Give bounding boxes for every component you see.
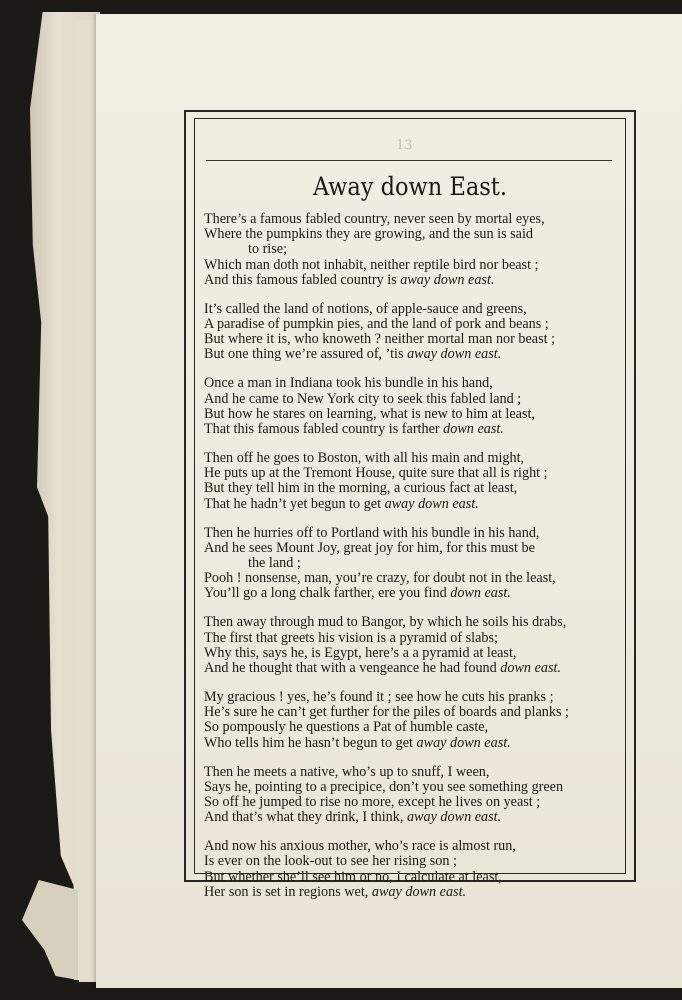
line-text: the land ; — [248, 555, 301, 572]
poem-line — [198, 347, 622, 362]
poem-line — [198, 481, 622, 496]
stanza — [198, 526, 622, 602]
poem-line — [198, 780, 622, 795]
poem-line — [198, 586, 622, 601]
line-text: That he hadn’t yet begun to get — [204, 495, 385, 512]
poem-line — [198, 392, 622, 407]
line-text: The first that greets his vision is a pyramid of slabs; — [204, 629, 498, 646]
header-rule — [206, 160, 612, 161]
poem-title: Away down East. — [313, 172, 507, 201]
stanza — [198, 690, 622, 751]
poem-line — [198, 854, 622, 869]
poem-line — [198, 736, 622, 751]
line-text: And now his anxious mother, who’s race is almost run, — [204, 838, 516, 855]
poem-line — [198, 870, 622, 885]
line-text: Pooh ! nonsense, man, you’re crazy, for doubt not in the least, — [204, 570, 556, 587]
poem-line — [198, 720, 622, 735]
line-text: So off he jumped to rise no more, except he lives on yeast ; — [204, 794, 541, 811]
line-emphasis: away down east. — [406, 809, 502, 826]
stanza — [198, 302, 622, 363]
line-emphasis: away down east. — [384, 495, 479, 512]
poem-line — [198, 615, 622, 630]
poem-line — [198, 765, 622, 780]
line-text: And he came to New York city to seek this fabled land ; — [204, 390, 522, 407]
poem-line — [198, 705, 622, 720]
line-emphasis: down east. — [450, 585, 511, 602]
poem-line — [198, 227, 622, 242]
poem-line — [198, 571, 622, 586]
line-emphasis: down east. — [443, 421, 504, 438]
line-emphasis: away down east. — [407, 346, 502, 363]
line-text: But they tell him in the morning, a curious fact at least, — [204, 480, 518, 497]
line-text: Then away through mud to Bangor, by which he soils his drabs, — [204, 614, 567, 631]
poem-line — [198, 376, 622, 391]
poem-line — [198, 212, 622, 227]
line-text: Then he hurries off to Portland with his bundle in his hand, — [204, 524, 540, 541]
stanza — [198, 839, 622, 900]
torn-corner — [22, 880, 78, 980]
poem-line — [198, 526, 622, 541]
line-text: But how he stares on learning, what is new to him at least, — [204, 405, 535, 422]
line-emphasis: away down east. — [400, 271, 495, 288]
poem-line — [198, 885, 622, 900]
stanza — [198, 451, 622, 512]
poem-line — [198, 332, 622, 347]
line-text: Then off he goes to Boston, with all his main and might, — [204, 450, 525, 467]
poem-line — [198, 273, 622, 288]
poem-line — [198, 541, 622, 556]
poem-line — [198, 302, 622, 317]
poem-line — [198, 839, 622, 854]
line-text: So pompously he questions a Pat of humble caste, — [204, 719, 489, 736]
poem-line — [198, 422, 622, 437]
poem-line — [198, 795, 622, 810]
line-text: Says he, pointing to a precipice, don’t you see something green — [204, 778, 564, 795]
poem-line — [198, 242, 622, 257]
poem-line — [198, 407, 622, 422]
line-text: There’s a famous fabled country, never seen by mortal eyes, — [204, 211, 545, 227]
poem-line — [198, 317, 622, 332]
poem-line — [198, 497, 622, 512]
poem-line — [198, 661, 622, 676]
stanza — [198, 212, 622, 288]
poem-body — [198, 212, 622, 914]
line-text: My gracious ! yes, he’s found it ; see how he cuts his pranks ; — [204, 689, 554, 706]
line-text: Her son is set in regions wet, — [204, 883, 372, 900]
poem-line — [198, 556, 622, 571]
line-text: But one thing we’re assured of, ’tis — [204, 346, 408, 363]
line-text: Which man doth not inhabit, neither reptile bird nor beast ; — [204, 256, 539, 273]
line-text: Who tells him he hasn’t begun to get — [204, 734, 417, 751]
line-text: Where the pumpkins they are growing, and the sun is said — [204, 226, 533, 243]
line-text: A paradise of pumpkin pies, and the land of pork and beans ; — [204, 316, 549, 333]
line-text: But where it is, who knoweth ? neither mortal man nor beast ; — [204, 331, 556, 348]
line-text: Is ever on the look-out to see her rising son ; — [204, 853, 457, 870]
line-text: He puts up at the Tremont House, quite sure that all is right ; — [204, 465, 548, 482]
line-text: That this famous fabled country is farther — [204, 421, 444, 438]
line-text: You’ll go a long chalk farther, ere you find — [204, 585, 451, 602]
line-text: And that’s what they drink, I think, — [204, 809, 407, 826]
poem-line — [198, 690, 622, 705]
line-text: Once a man in Indiana took his bundle in his hand, — [204, 375, 493, 392]
line-text: And this famous fabled country is — [204, 271, 401, 288]
poem-line — [198, 810, 622, 825]
stanza — [198, 765, 622, 826]
line-text: to rise; — [248, 241, 288, 258]
line-text: It’s called the land of notions, of apple-sauce and greens, — [204, 300, 527, 317]
line-emphasis: away down east. — [371, 883, 467, 900]
poem-line — [198, 258, 622, 273]
poem-line — [198, 631, 622, 646]
page-number: 13 — [396, 138, 413, 153]
poem-line — [198, 466, 622, 481]
line-emphasis: away down east. — [416, 734, 511, 751]
line-text: But whether she’ll see him or no, I calculate at least, — [204, 868, 502, 885]
line-text: He’s sure he can’t get further for the piles of boards and planks ; — [204, 704, 569, 721]
line-text: Why this, says he, is Egypt, here’s a a pyramid at least, — [204, 644, 517, 661]
line-text: And he thought that with a vengeance he had found — [204, 660, 501, 677]
stanza — [198, 376, 622, 437]
poem-line — [198, 646, 622, 661]
stanza — [198, 615, 622, 676]
line-text: Then he meets a native, who’s up to snuff, I ween, — [204, 763, 490, 780]
poem-line — [198, 451, 622, 466]
line-text: And he sees Mount Joy, great joy for him, for this must be — [204, 539, 535, 556]
line-emphasis: down east. — [500, 660, 561, 677]
